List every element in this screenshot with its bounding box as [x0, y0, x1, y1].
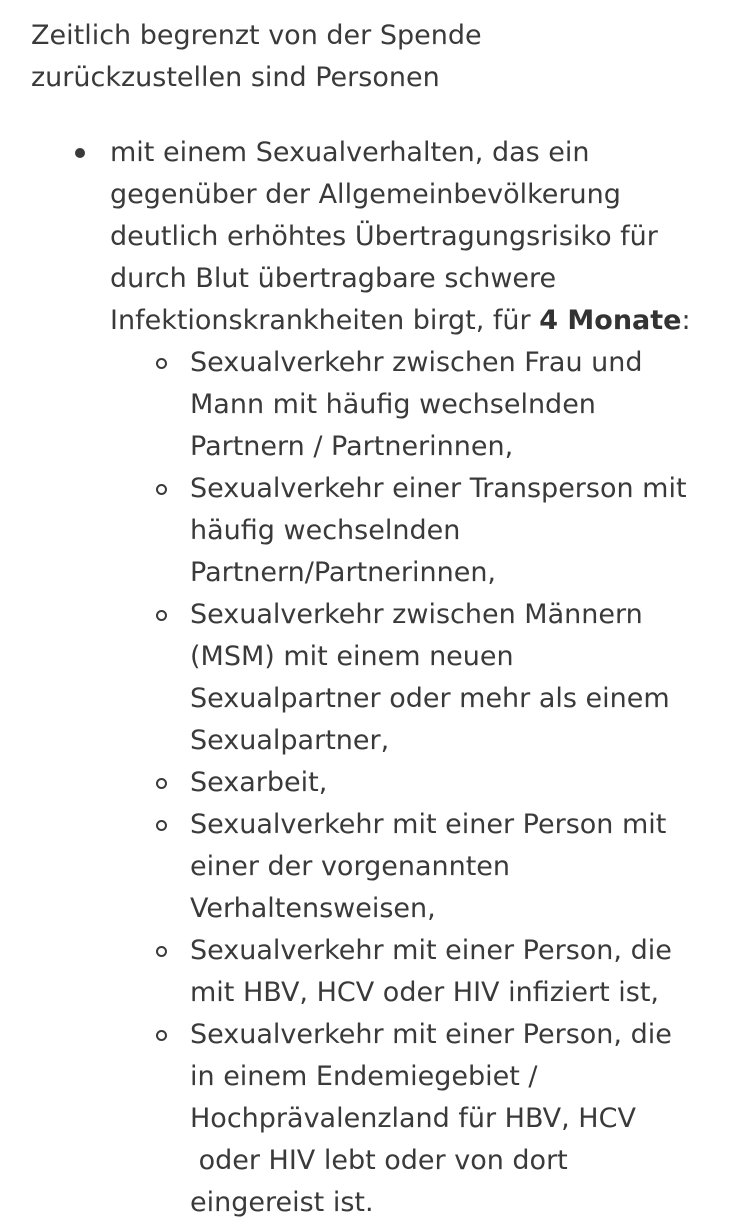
intro-paragraph [31, 15, 551, 99]
sub-item-line: Sexualpartner oder mehr als einem [190, 683, 670, 714]
circle-bullet-icon [156, 610, 167, 621]
sub-item-line: Sexualpartner, [190, 725, 390, 756]
sub-list-item [110, 762, 730, 804]
sub-item-line: Partnern / Partnerinnen, [190, 431, 514, 462]
main-item-line-suffix: : [681, 305, 691, 336]
intro-line: Zeitlich begrenzt von der Spende [31, 20, 482, 51]
sub-item-line: Partnern/Partnerinnen, [190, 557, 497, 588]
sub-list-item [110, 342, 730, 468]
intro-line: zurückzustellen sind Personen [31, 62, 440, 93]
sub-item-line: Sexualverkehr mit einer Person, die [190, 935, 672, 966]
main-item-last-line [110, 300, 730, 342]
circle-bullet-icon [156, 1030, 167, 1041]
sub-item-line: Sexualverkehr mit einer Person mit [190, 809, 667, 840]
sub-list-item [110, 1014, 730, 1224]
sub-item-line: (MSM) mit einem neuen [190, 641, 514, 672]
main-item-line: deutlich erhöhtes Übertragungsrisiko für [110, 221, 658, 252]
sub-item-line: Verhaltensweisen, [190, 893, 436, 924]
sub-list-item [110, 468, 730, 594]
sub-list-item [110, 930, 730, 1014]
main-item-line-prefix: Infektionskrankheiten birgt, für [110, 305, 540, 336]
sub-item-line: häufig wechselnden [190, 515, 461, 546]
sub-item-line: eingereist ist. [190, 1187, 374, 1218]
sub-item-line: Sexualverkehr mit einer Person, die [190, 1019, 672, 1050]
sub-item-line: oder HIV lebt oder von dort [190, 1145, 568, 1176]
sub-item-line: Sexualverkehr zwischen Frau und [190, 347, 643, 378]
sub-item-line: Sexarbeit, [190, 767, 328, 798]
circle-bullet-icon [156, 484, 167, 495]
main-item-line: durch Blut übertragbare schwere [110, 263, 557, 294]
sub-item-line: Sexualverkehr zwischen Männern [190, 599, 643, 630]
sub-item-line: in einem Endemiegebiet / [190, 1061, 538, 1092]
sub-item-line: mit HBV, HCV oder HIV infiziert ist, [190, 977, 659, 1008]
sub-item-line: Sexualverkehr einer Transperson mit [190, 473, 687, 504]
main-item-line: gegenüber der Allgemeinbevölkerung [110, 179, 621, 210]
duration-emphasis: 4 Monate [539, 305, 682, 336]
main-item-line: mit einem Sexualverhalten, das ein [110, 137, 590, 168]
sub-list-item [110, 594, 730, 762]
main-item-text [110, 132, 730, 342]
sub-item-line: Mann mit häufig wechselnden [190, 389, 596, 420]
circle-bullet-icon [156, 358, 167, 369]
sub-item-line: einer der vorgenannten [190, 851, 511, 882]
sub-item-line: Hochprävalenzland für HBV, HCV [190, 1103, 636, 1134]
list-item [31, 132, 730, 1224]
deferral-list [31, 132, 730, 1224]
bullet-icon [75, 148, 85, 158]
sub-list-item [110, 804, 730, 930]
circle-bullet-icon [156, 820, 167, 831]
sub-list [110, 342, 730, 1224]
circle-bullet-icon [156, 778, 167, 789]
circle-bullet-icon [156, 946, 167, 957]
